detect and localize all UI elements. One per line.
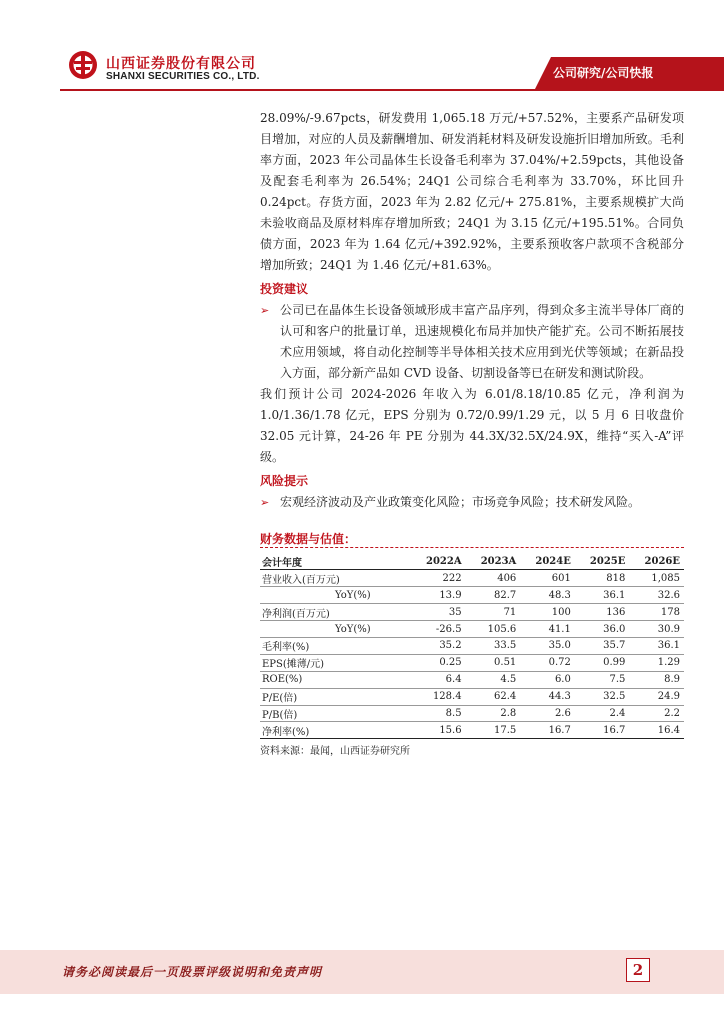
table-cell: 100: [520, 604, 575, 621]
table-cell: 36.0: [575, 621, 630, 638]
table-row: [260, 621, 684, 638]
table-cell: 8.5: [411, 705, 466, 722]
table-cell: 2.8: [466, 705, 521, 722]
section-title-investment: 投资建议: [260, 282, 309, 296]
table-cell: 105.6: [466, 621, 521, 638]
table-cell: 601: [520, 570, 575, 587]
table-cell: 406: [466, 570, 521, 587]
table-cell: 16.4: [629, 722, 684, 739]
table-row: [260, 587, 684, 604]
table-cell: 4.5: [466, 671, 521, 688]
header-divider: [60, 89, 724, 91]
table-cell: 35: [411, 604, 466, 621]
table-cell: 35.2: [411, 637, 466, 654]
bullet-arrow-icon: ➢: [260, 496, 270, 509]
table-cell: 178: [629, 604, 684, 621]
table-cell: 41.1: [520, 621, 575, 638]
table-cell: 16.7: [520, 722, 575, 739]
table-cell: 82.7: [466, 587, 521, 604]
table-cell: 35.7: [575, 637, 630, 654]
table-cell: 2.6: [520, 705, 575, 722]
table-cell: 7.5: [575, 671, 630, 688]
table-header-cell: 2025E: [589, 555, 626, 567]
table-cell: 30.9: [629, 621, 684, 638]
table-header-row: [260, 553, 684, 570]
table-header-cell: 会计年度: [262, 557, 302, 569]
table-cell: 0.99: [575, 654, 630, 671]
investment-forecast-paragraph: 我们预计公司 2024-2026 年收入为 6.01/8.18/10.85 亿元，净利润为 1.0/1.36/1.78 亿元，EPS 分别为 0.72/0.99/1.29 元，以 5 月 6 日收盘价 32.05 元计算，24-26 年 PE 分别为 44.3X/32.5X/24.9X，维持“买入-A”评级。: [260, 387, 684, 464]
table-cell: -26.5: [411, 621, 466, 638]
risk-bullet-text: 宏观经济波动及产业政策变化风险；市场竞争风险；技术研发风险。: [280, 495, 641, 509]
table-cell: 0.51: [466, 654, 521, 671]
table-cell: 36.1: [575, 587, 630, 604]
table-row: [260, 705, 684, 722]
table-cell: 2.4: [575, 705, 630, 722]
row-label: 毛利率(%): [260, 637, 411, 654]
row-label: P/E(倍): [260, 688, 411, 705]
company-name-en: SHANXI SECURITIES CO., LTD.: [106, 71, 260, 82]
page-header: [0, 0, 724, 100]
table-cell: 818: [575, 570, 630, 587]
table-cell: 222: [411, 570, 466, 587]
table-cell: 32.5: [575, 688, 630, 705]
table-header-cell: 2026E: [644, 555, 680, 567]
bullet-arrow-icon: ➢: [260, 304, 270, 317]
page-number: 2: [626, 958, 650, 982]
table-cell: 35.0: [520, 637, 575, 654]
table-header-cell: 2024E: [535, 555, 571, 567]
row-label: 营业收入(百万元): [260, 570, 411, 587]
table-cell: 48.3: [520, 587, 575, 604]
financial-table-title: 财务数据与估值：: [260, 532, 357, 546]
data-source-note: 资料来源：最闻，山西证券研究所: [260, 746, 410, 757]
table-row: [260, 671, 684, 688]
table-cell: 36.1: [629, 637, 684, 654]
row-label: 净利率(%): [260, 722, 411, 739]
table-row: [260, 604, 684, 621]
disclaimer-text: 请务必阅读最后一页股票评级说明和免责声明: [62, 965, 323, 979]
risk-bullet: [260, 492, 684, 513]
table-cell: 1,085: [629, 570, 684, 587]
table-row: [260, 688, 684, 705]
report-body: [260, 108, 684, 513]
table-row: [260, 654, 684, 671]
company-name-cn: 山西证券股份有限公司: [106, 56, 256, 72]
row-label: 净利润(百万元): [260, 604, 411, 621]
table-cell: 6.0: [520, 671, 575, 688]
table-cell: 6.4: [411, 671, 466, 688]
table-header-cell: 2023A: [480, 555, 517, 567]
table-cell: 71: [466, 604, 521, 621]
table-header-cell: 2022A: [425, 555, 462, 567]
row-label: YoY(%): [260, 621, 411, 638]
table-cell: 13.9: [411, 587, 466, 604]
intro-paragraph: 28.09%/-9.67pcts，研发费用 1,065.18 万元/+57.52%，主要系产品研发项目增加，对应的人员及薪酬增加、研发消耗材料及研发设施折旧增加所致。毛利率方面，2023 年公司晶体生长设备毛利率为 37.04%/+2.59pcts，其他设备及配套毛利率为 26.54%；24Q1 公司综合毛利率为 33.70%，环比回升 0.24pct。存货方面，2023 年为 2.82 亿元/+ 275.81%，主要系规模扩大尚未验收商品及原材料库存增加所致；24Q1 为 3.15 亿元/+195.51%。合同负债方面，2023 年为 1.64 亿元/+392.92%，主要系预收客户款项不含税部分增加所致；24Q1 为 1.46 亿元/+81.63%。: [260, 111, 684, 272]
table-cell: 136: [575, 604, 630, 621]
row-label: YoY(%): [260, 587, 411, 604]
table-row: [260, 637, 684, 654]
table-cell: 44.3: [520, 688, 575, 705]
investment-bullet-text: 公司已在晶体生长设备领域形成丰富产品序列，得到众多主流半导体厂商的认可和客户的批量订单，迅速规模化布局并加快产能扩充。公司不断拓展技术应用领域，将自动化控制等半导体相关技术应用到光伏等领域；在新品投入方面，部分新产品如 CVD 设备、切割设备等已在研发和测试阶段。: [280, 303, 684, 380]
table-cell: 1.29: [629, 654, 684, 671]
row-label: ROE(%): [260, 671, 411, 688]
table-cell: 17.5: [466, 722, 521, 739]
table-cell: 62.4: [466, 688, 521, 705]
financial-title-divider: [260, 547, 684, 548]
financial-table: [260, 553, 684, 739]
report-tag: 公司研究/公司快报: [553, 66, 654, 80]
company-logo-icon: [68, 50, 98, 80]
table-cell: 24.9: [629, 688, 684, 705]
table-row: [260, 722, 684, 739]
row-label: P/B(倍): [260, 705, 411, 722]
table-cell: 32.6: [629, 587, 684, 604]
table-cell: 8.9: [629, 671, 684, 688]
table-cell: 0.25: [411, 654, 466, 671]
table-cell: 15.6: [411, 722, 466, 739]
table-cell: 16.7: [575, 722, 630, 739]
row-label: EPS(摊薄/元): [260, 654, 411, 671]
table-row: [260, 570, 684, 587]
table-cell: 0.72: [520, 654, 575, 671]
investment-bullet: [260, 300, 684, 384]
section-title-risk: 风险提示: [260, 474, 309, 488]
table-cell: 2.2: [629, 705, 684, 722]
table-cell: 33.5: [466, 637, 521, 654]
table-cell: 128.4: [411, 688, 466, 705]
